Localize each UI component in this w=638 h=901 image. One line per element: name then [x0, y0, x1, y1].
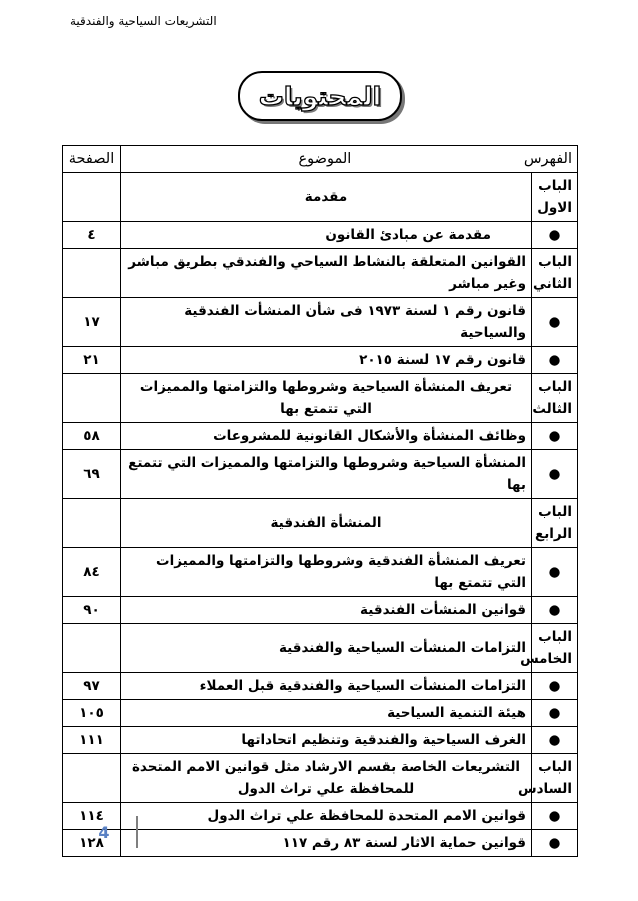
bullet: ● [532, 597, 578, 624]
footer-page-number: 4 [98, 822, 110, 842]
table-row [63, 597, 578, 624]
page-number: ٩٧ [63, 673, 121, 700]
topic: الغرف السياحية والفندقية وتنظيم اتحاداتها [121, 727, 532, 754]
page-number [63, 249, 121, 298]
page-number: ١٠٥ [63, 700, 121, 727]
bullet: ● [532, 423, 578, 450]
bullet: ● [532, 450, 578, 499]
chapter-label: الباب الخامس [532, 624, 578, 673]
table-row [63, 374, 578, 423]
bullet: ● [532, 222, 578, 249]
chapter-label: الباب الاول [532, 173, 578, 222]
topic: تعريف المنشأة الفندقية وشروطها والتزامتها والمميزات التي تتمتع بها [121, 548, 532, 597]
bullet: ● [532, 830, 578, 857]
contents-table [62, 145, 578, 857]
page-number: ٤ [63, 222, 121, 249]
page-number: ٨٤ [63, 548, 121, 597]
table-row [63, 727, 578, 754]
bullet: ● [532, 298, 578, 347]
table-row [63, 249, 578, 298]
col-index-label: الفهرس [523, 151, 572, 167]
topic: وظائف المنشأة والأشكال القانونية للمشروعات [121, 423, 532, 450]
bullet: ● [532, 673, 578, 700]
chapter-label: الباب الثالث [532, 374, 578, 423]
header-index-topic [121, 146, 578, 173]
topic: قوانين حماية الاثار لسنة ٨٣ رقم ١١٧ [121, 830, 532, 857]
page-number: ١١١ [63, 727, 121, 754]
chapter-topic: التشريعات الخاصة بقسم الارشاد مثل قوانين الامم المتحدة للمحافظة علي تراث الدول [121, 754, 532, 803]
table-row [63, 624, 578, 673]
page-number [63, 754, 121, 803]
page-number: ١١٤ [63, 803, 121, 830]
page-number [63, 624, 121, 673]
bullet: ● [532, 727, 578, 754]
table-row [63, 298, 578, 347]
bullet: ● [532, 700, 578, 727]
table-row [63, 673, 578, 700]
table-row [63, 450, 578, 499]
bullet: ● [532, 548, 578, 597]
col-page-label: الصفحة [63, 146, 121, 173]
page-number: ١٧ [63, 298, 121, 347]
topic: قانون رقم ١٧ لسنة ٢٠١٥ [121, 347, 532, 374]
bullet: ● [532, 347, 578, 374]
table-row [63, 700, 578, 727]
table-row [63, 499, 578, 548]
page-title-box [238, 71, 402, 121]
chapter-topic: تعريف المنشأة السياحية وشروطها والتزامتها والمميزات التي تتمتع بها [121, 374, 532, 423]
table-row [63, 222, 578, 249]
page-number: ١٢٨ [63, 830, 121, 857]
page-number [63, 173, 121, 222]
topic: مقدمة عن مبادئ القانون [121, 222, 532, 249]
table-row [63, 423, 578, 450]
chapter-topic: القوانين المتعلقة بالنشاط السياحي والفندقي بطريق مباشر وغير مباشر [121, 249, 532, 298]
table-row [63, 803, 578, 830]
topic: المنشأة السياحية وشروطها والتزامتها والمميزات التي تتمتع بها [121, 450, 532, 499]
bullet: ● [532, 803, 578, 830]
page-number: ٦٩ [63, 450, 121, 499]
chapter-label: الباب الرابع [532, 499, 578, 548]
page-number: ٩٠ [63, 597, 121, 624]
topic: قوانين المنشأت الفندقية [121, 597, 532, 624]
page-number [63, 499, 121, 548]
page-number [63, 374, 121, 423]
page-title: المحتويات [258, 81, 382, 111]
page-number: ٢١ [63, 347, 121, 374]
table-header-row [63, 146, 578, 173]
topic: قوانين الامم المتحدة للمحافظة علي تراث الدول [121, 803, 532, 830]
footer-page-number-box [70, 818, 138, 846]
table-row [63, 754, 578, 803]
chapter-label: الباب السادس [532, 754, 578, 803]
chapter-topic: التزامات المنشأت السياحية والفندقية [121, 624, 532, 673]
table-row [63, 548, 578, 597]
page-number: ٥٨ [63, 423, 121, 450]
topic: هيئة التنمية السياحية [121, 700, 532, 727]
running-header: التشريعات السياحية والفندقية [70, 14, 217, 28]
table-row [63, 173, 578, 222]
table-row [63, 830, 578, 857]
chapter-label: الباب الثاني [532, 249, 578, 298]
topic: التزامات المنشأت السياحية والفندقية قبل العملاء [121, 673, 532, 700]
chapter-topic: مقدمة [121, 173, 532, 222]
chapter-topic: المنشأة الفندقية [121, 499, 532, 548]
col-topic-label: الموضوع [298, 151, 352, 167]
topic: قانون رقم ١ لسنة ١٩٧٣ فى شأن المنشأت الفندقية والسياحية [121, 298, 532, 347]
table-row [63, 347, 578, 374]
footer-divider [136, 816, 138, 848]
